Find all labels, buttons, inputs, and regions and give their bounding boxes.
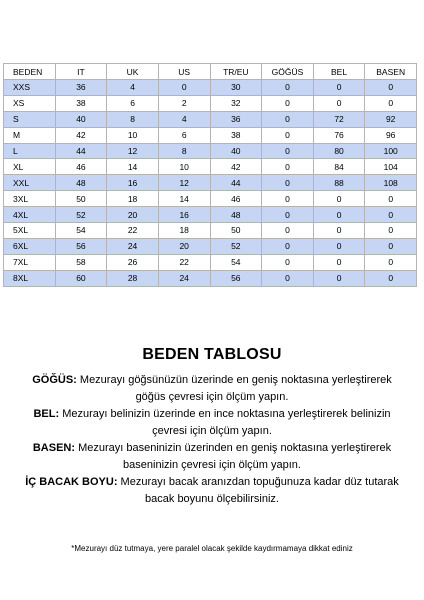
cell-it: 58 xyxy=(55,254,107,270)
cell-basen: 92 xyxy=(365,111,417,127)
table-row xyxy=(4,80,417,96)
cell-it: 44 xyxy=(55,143,107,159)
cell-tr-eu: 40 xyxy=(210,143,262,159)
cell-beden: XXS xyxy=(4,80,56,96)
table-row xyxy=(4,143,417,159)
cell-gogus: 0 xyxy=(262,223,314,239)
cell-gogus: 0 xyxy=(262,127,314,143)
legend-ic-bacak-line2: bacak boyunu ölçebilirsiniz. xyxy=(145,493,279,505)
cell-beden: M xyxy=(4,127,56,143)
table-row xyxy=(4,270,417,286)
legend-bel-term: BEL: xyxy=(33,408,60,420)
cell-gogus: 0 xyxy=(262,207,314,223)
cell-tr-eu: 48 xyxy=(210,207,262,223)
cell-us: 24 xyxy=(158,270,210,286)
header-us: US xyxy=(158,64,210,80)
cell-bel: 72 xyxy=(313,111,365,127)
table-row xyxy=(4,223,417,239)
cell-tr-eu: 36 xyxy=(210,111,262,127)
cell-gogus: 0 xyxy=(262,238,314,254)
cell-bel: 88 xyxy=(313,175,365,191)
cell-uk: 18 xyxy=(107,191,159,207)
cell-bel: 0 xyxy=(313,223,365,239)
cell-gogus: 0 xyxy=(262,111,314,127)
cell-basen: 0 xyxy=(365,191,417,207)
cell-us: 14 xyxy=(158,191,210,207)
cell-uk: 10 xyxy=(107,127,159,143)
legend-basen xyxy=(0,440,424,474)
cell-uk: 16 xyxy=(107,175,159,191)
cell-it: 54 xyxy=(55,223,107,239)
cell-basen: 0 xyxy=(365,95,417,111)
cell-beden: L xyxy=(4,143,56,159)
cell-gogus: 0 xyxy=(262,175,314,191)
cell-tr-eu: 44 xyxy=(210,175,262,191)
table-row xyxy=(4,159,417,175)
cell-it: 46 xyxy=(55,159,107,175)
legend-section xyxy=(0,346,424,508)
cell-gogus: 0 xyxy=(262,143,314,159)
cell-basen: 0 xyxy=(365,254,417,270)
table-row xyxy=(4,127,417,143)
cell-beden: 8XL xyxy=(4,270,56,286)
cell-beden: 4XL xyxy=(4,207,56,223)
legend-ic-bacak-term: İÇ BACAK BOYU: xyxy=(25,476,118,488)
cell-us: 0 xyxy=(158,80,210,96)
cell-bel: 0 xyxy=(313,95,365,111)
legend-basen-term: BASEN: xyxy=(32,442,76,454)
cell-bel: 84 xyxy=(313,159,365,175)
legend-gogus-term: GÖĞÜS: xyxy=(32,374,77,386)
cell-basen: 104 xyxy=(365,159,417,175)
cell-uk: 24 xyxy=(107,238,159,254)
cell-beden: 6XL xyxy=(4,238,56,254)
cell-it: 42 xyxy=(55,127,107,143)
cell-tr-eu: 42 xyxy=(210,159,262,175)
cell-gogus: 0 xyxy=(262,95,314,111)
cell-it: 48 xyxy=(55,175,107,191)
table-row xyxy=(4,207,417,223)
cell-bel: 0 xyxy=(313,254,365,270)
cell-beden: 7XL xyxy=(4,254,56,270)
legend-gogus xyxy=(0,372,424,406)
cell-basen: 0 xyxy=(365,238,417,254)
cell-beden: S xyxy=(4,111,56,127)
size-table-body xyxy=(4,80,417,287)
legend-ic-bacak-line1: Mezurayı bacak aranızdan topuğunuza kadar düz tutarak xyxy=(120,476,399,488)
cell-it: 56 xyxy=(55,238,107,254)
cell-uk: 14 xyxy=(107,159,159,175)
cell-uk: 8 xyxy=(107,111,159,127)
cell-tr-eu: 30 xyxy=(210,80,262,96)
cell-basen: 100 xyxy=(365,143,417,159)
table-header-row xyxy=(4,64,417,80)
cell-basen: 0 xyxy=(365,80,417,96)
legend-bel xyxy=(0,406,424,440)
cell-beden: XL xyxy=(4,159,56,175)
cell-bel: 80 xyxy=(313,143,365,159)
cell-us: 12 xyxy=(158,175,210,191)
header-bel: BEL xyxy=(313,64,365,80)
cell-beden: XXL xyxy=(4,175,56,191)
cell-basen: 108 xyxy=(365,175,417,191)
cell-basen: 0 xyxy=(365,223,417,239)
cell-bel: 0 xyxy=(313,191,365,207)
cell-us: 10 xyxy=(158,159,210,175)
cell-bel: 0 xyxy=(313,238,365,254)
cell-tr-eu: 32 xyxy=(210,95,262,111)
cell-gogus: 0 xyxy=(262,159,314,175)
cell-uk: 22 xyxy=(107,223,159,239)
legend-gogus-line2: göğüs çevresi için ölçüm yapın. xyxy=(135,391,289,403)
legend-gogus-line1: Mezurayı göğsünüzün üzerinde en geniş noktasına yerleştirerek xyxy=(79,374,392,386)
cell-us: 4 xyxy=(158,111,210,127)
cell-it: 60 xyxy=(55,270,107,286)
cell-us: 6 xyxy=(158,127,210,143)
header-beden: BEDEN xyxy=(4,64,56,80)
table-row xyxy=(4,95,417,111)
cell-it: 36 xyxy=(55,80,107,96)
cell-tr-eu: 56 xyxy=(210,270,262,286)
cell-it: 52 xyxy=(55,207,107,223)
cell-beden: 5XL xyxy=(4,223,56,239)
size-table xyxy=(3,63,417,287)
cell-basen: 0 xyxy=(365,270,417,286)
cell-bel: 76 xyxy=(313,127,365,143)
cell-us: 22 xyxy=(158,254,210,270)
table-row xyxy=(4,191,417,207)
cell-gogus: 0 xyxy=(262,270,314,286)
cell-bel: 0 xyxy=(313,207,365,223)
legend-basen-line2: baseninizin çevresi için ölçüm yapın. xyxy=(123,459,301,471)
legend-bel-line1: Mezurayı belinizin üzerinde en ince noktasına yerleştirerek belinizin xyxy=(62,408,391,420)
legend-bel-line2: çevresi için ölçüm yapın. xyxy=(152,425,272,437)
cell-tr-eu: 54 xyxy=(210,254,262,270)
header-gogus: GÖĞÜS xyxy=(262,64,314,80)
header-uk: UK xyxy=(107,64,159,80)
cell-gogus: 0 xyxy=(262,191,314,207)
cell-us: 8 xyxy=(158,143,210,159)
footnote: *Mezurayı düz tutmaya, yere paralel olacak şekilde kaydırmamaya dikkat ediniz xyxy=(71,544,353,553)
cell-tr-eu: 38 xyxy=(210,127,262,143)
legend-title: BEDEN TABLOSU xyxy=(142,346,282,363)
header-tr-eu: TR/EU xyxy=(210,64,262,80)
cell-basen: 96 xyxy=(365,127,417,143)
legend-ic-bacak xyxy=(0,474,424,508)
cell-gogus: 0 xyxy=(262,80,314,96)
cell-uk: 6 xyxy=(107,95,159,111)
header-basen: BASEN xyxy=(365,64,417,80)
table-row xyxy=(4,111,417,127)
cell-us: 18 xyxy=(158,223,210,239)
cell-uk: 4 xyxy=(107,80,159,96)
cell-tr-eu: 46 xyxy=(210,191,262,207)
cell-it: 40 xyxy=(55,111,107,127)
cell-us: 16 xyxy=(158,207,210,223)
cell-it: 38 xyxy=(55,95,107,111)
cell-uk: 28 xyxy=(107,270,159,286)
cell-us: 20 xyxy=(158,238,210,254)
cell-it: 50 xyxy=(55,191,107,207)
table-row xyxy=(4,238,417,254)
cell-bel: 0 xyxy=(313,270,365,286)
cell-bel: 0 xyxy=(313,80,365,96)
cell-basen: 0 xyxy=(365,207,417,223)
table-row xyxy=(4,175,417,191)
table-row xyxy=(4,254,417,270)
legend-basen-line1: Mezurayı baseninizin üzerinden en geniş noktasına yerleştirerek xyxy=(78,442,392,454)
cell-us: 2 xyxy=(158,95,210,111)
cell-gogus: 0 xyxy=(262,254,314,270)
cell-beden: XS xyxy=(4,95,56,111)
cell-uk: 12 xyxy=(107,143,159,159)
cell-uk: 26 xyxy=(107,254,159,270)
header-it: IT xyxy=(55,64,107,80)
cell-tr-eu: 52 xyxy=(210,238,262,254)
cell-uk: 20 xyxy=(107,207,159,223)
cell-tr-eu: 50 xyxy=(210,223,262,239)
cell-beden: 3XL xyxy=(4,191,56,207)
